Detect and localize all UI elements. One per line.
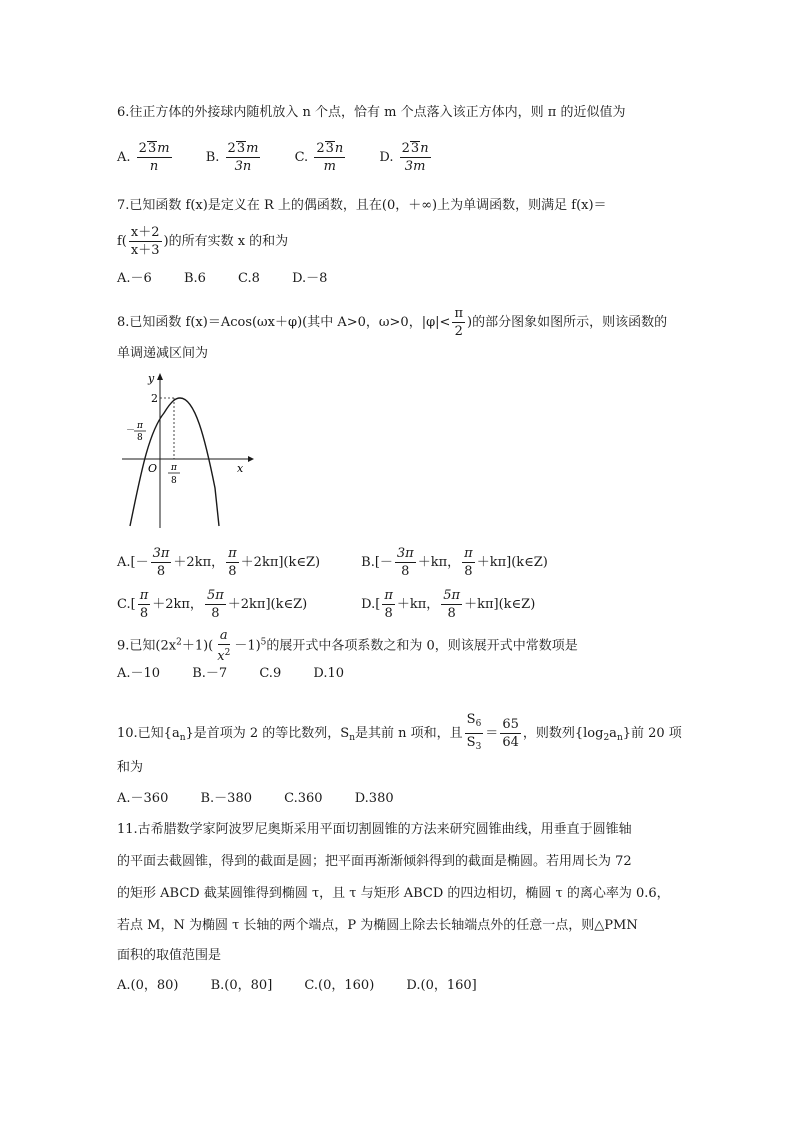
q10-options bbox=[117, 790, 422, 808]
y-axis-label: y bbox=[148, 372, 155, 385]
q11-option-c: C.(0，160) bbox=[304, 978, 375, 993]
q8-options-row1 bbox=[117, 545, 548, 580]
q8-option-d: D.[ $\frac{\pi}{8}$ ＋kπ， $\frac{5\pi}{8}$ ＋kπ](k∈Z) bbox=[361, 588, 536, 621]
q9-option-c: C.9 bbox=[259, 666, 282, 681]
q8-option-b: B.[－ $\frac{3\pi}{8}$ ＋kπ， $\frac{\pi}{8}$ ＋kπ](k∈Z) bbox=[361, 546, 548, 579]
q8-options-row2 bbox=[117, 587, 535, 622]
q8-stem-line1: 8.已知函数 f(x)＝Acos(ωx＋φ)(其中 A>0，ω>0，|φ|< $\frac{\pi}{2}$ )的部分图象如图所示，则该函数的 bbox=[117, 306, 668, 339]
max-value-label: 2 bbox=[151, 392, 158, 405]
q6-stem: 6.往正方体的外接球内随机放入 n 个点，恰有 m 个点落入该正方体内，则 π 的近似值为 bbox=[117, 105, 626, 120]
neg-tick-num: π bbox=[137, 421, 143, 431]
q10-option-d: D.380 bbox=[354, 791, 394, 806]
x-axis-arrow bbox=[248, 456, 254, 462]
origin-label: O bbox=[148, 462, 158, 475]
q8-option-c: C.[ $\frac{\pi}{8}$ ＋2kπ， $\frac{5\pi}{8}$ ＋2kπ](k∈Z) bbox=[117, 588, 308, 621]
q6-option-a: A. $\frac{23m}{n}$ bbox=[117, 141, 170, 174]
q10-option-b: B.－380 bbox=[200, 791, 252, 806]
q6-options bbox=[117, 140, 461, 175]
q11-stem-line5: 面积的取值范围是 bbox=[117, 948, 222, 963]
y-axis-arrow bbox=[157, 373, 163, 380]
q6-option-b: B. $\frac{23m}{3n}$ bbox=[205, 141, 259, 174]
q10-option-c: C.360 bbox=[284, 791, 323, 806]
q8-cosine-graph bbox=[120, 368, 260, 530]
q6-option-c: C. $\frac{23n}{m}$ bbox=[294, 141, 344, 174]
q9-stem: 9.已知$(2x^2+1)$( $\frac{a}{x^2}$ －1)$^5$的展开式中各项系数之和为 0，则该展开式中常数项是 bbox=[117, 628, 578, 664]
x-axis-label: x bbox=[237, 462, 244, 475]
q11-option-d: D.(0，160] bbox=[406, 978, 477, 993]
neg-tick-den: 8 bbox=[137, 433, 143, 443]
q7-stem-line1: 7.已知函数 f(x)是定义在 R 上的偶函数，且在(0，＋∞)上为单调函数，则满足 f(x)＝ bbox=[117, 198, 607, 213]
q9-option-b: B.－7 bbox=[192, 666, 228, 681]
q11-stem-line1: 11.古希腊数学家阿波罗尼奥斯采用平面切割圆锥的方法来研究圆锥曲线，用垂直于圆锥轴 bbox=[117, 822, 632, 837]
pos-tick-den: 8 bbox=[171, 476, 177, 486]
q11-option-b: B.(0，80] bbox=[210, 978, 273, 993]
q11-stem-line4: 若点 M，N 为椭圆 τ 长轴的两个端点，P 为椭圆上除去长轴端点外的任意一点，则△PMN bbox=[117, 918, 638, 933]
q9-options bbox=[117, 665, 372, 683]
q10-stem-line2: 和为 bbox=[117, 760, 144, 775]
q7-option-a: A.－6 bbox=[117, 271, 152, 286]
q7-option-c: C.8 bbox=[238, 271, 260, 286]
q7-option-b: B.6 bbox=[183, 271, 206, 286]
q8-stem-line2: 单调递减区间为 bbox=[117, 346, 209, 361]
q9-option-a: A.－10 bbox=[117, 666, 161, 681]
q11-option-a: A.(0，80) bbox=[117, 978, 179, 993]
q10-stem-line1: 10.已知$\{a_n\}$是首项为 2 的等比数列，$S_n$是其前 n 项和，且 $\frac{S_6}{S_3}$ ＝ $\frac{65}{64}$ ，则数列$\{\log_2a_n\}$前 20 项 bbox=[117, 712, 682, 752]
q8-option-a: A.[－ $\frac{3\pi}{8}$ ＋2kπ， $\frac{\pi}{8}$ ＋2kπ](k∈Z) bbox=[117, 546, 321, 579]
q11-stem-line2: 的平面去截圆锥，得到的截面是圆；把平面再渐渐倾斜得到的截面是椭圆。若用周长为 72 bbox=[117, 854, 632, 869]
q7-options bbox=[117, 270, 355, 288]
q11-options bbox=[117, 977, 505, 995]
pos-tick-num: π bbox=[171, 463, 177, 473]
q10-option-a: A.－360 bbox=[117, 791, 169, 806]
q9-option-d: D.10 bbox=[313, 666, 344, 681]
neg-tick-sign: － bbox=[126, 426, 136, 436]
q11-stem-line3: 的矩形 ABCD 截某圆锥得到椭圆 τ，且 τ 与矩形 ABCD 的四边相切，椭圆 τ 的离心率为 0.6， bbox=[117, 886, 670, 901]
q7-option-d: D.－8 bbox=[292, 271, 328, 286]
q6-option-d: D. $\frac{23n}{3m}$ bbox=[379, 141, 429, 174]
q7-stem-line2: f( $\frac{x+2}{x+3}$ )的所有实数 x 的和为 bbox=[117, 225, 289, 258]
cosine-curve bbox=[130, 398, 219, 526]
